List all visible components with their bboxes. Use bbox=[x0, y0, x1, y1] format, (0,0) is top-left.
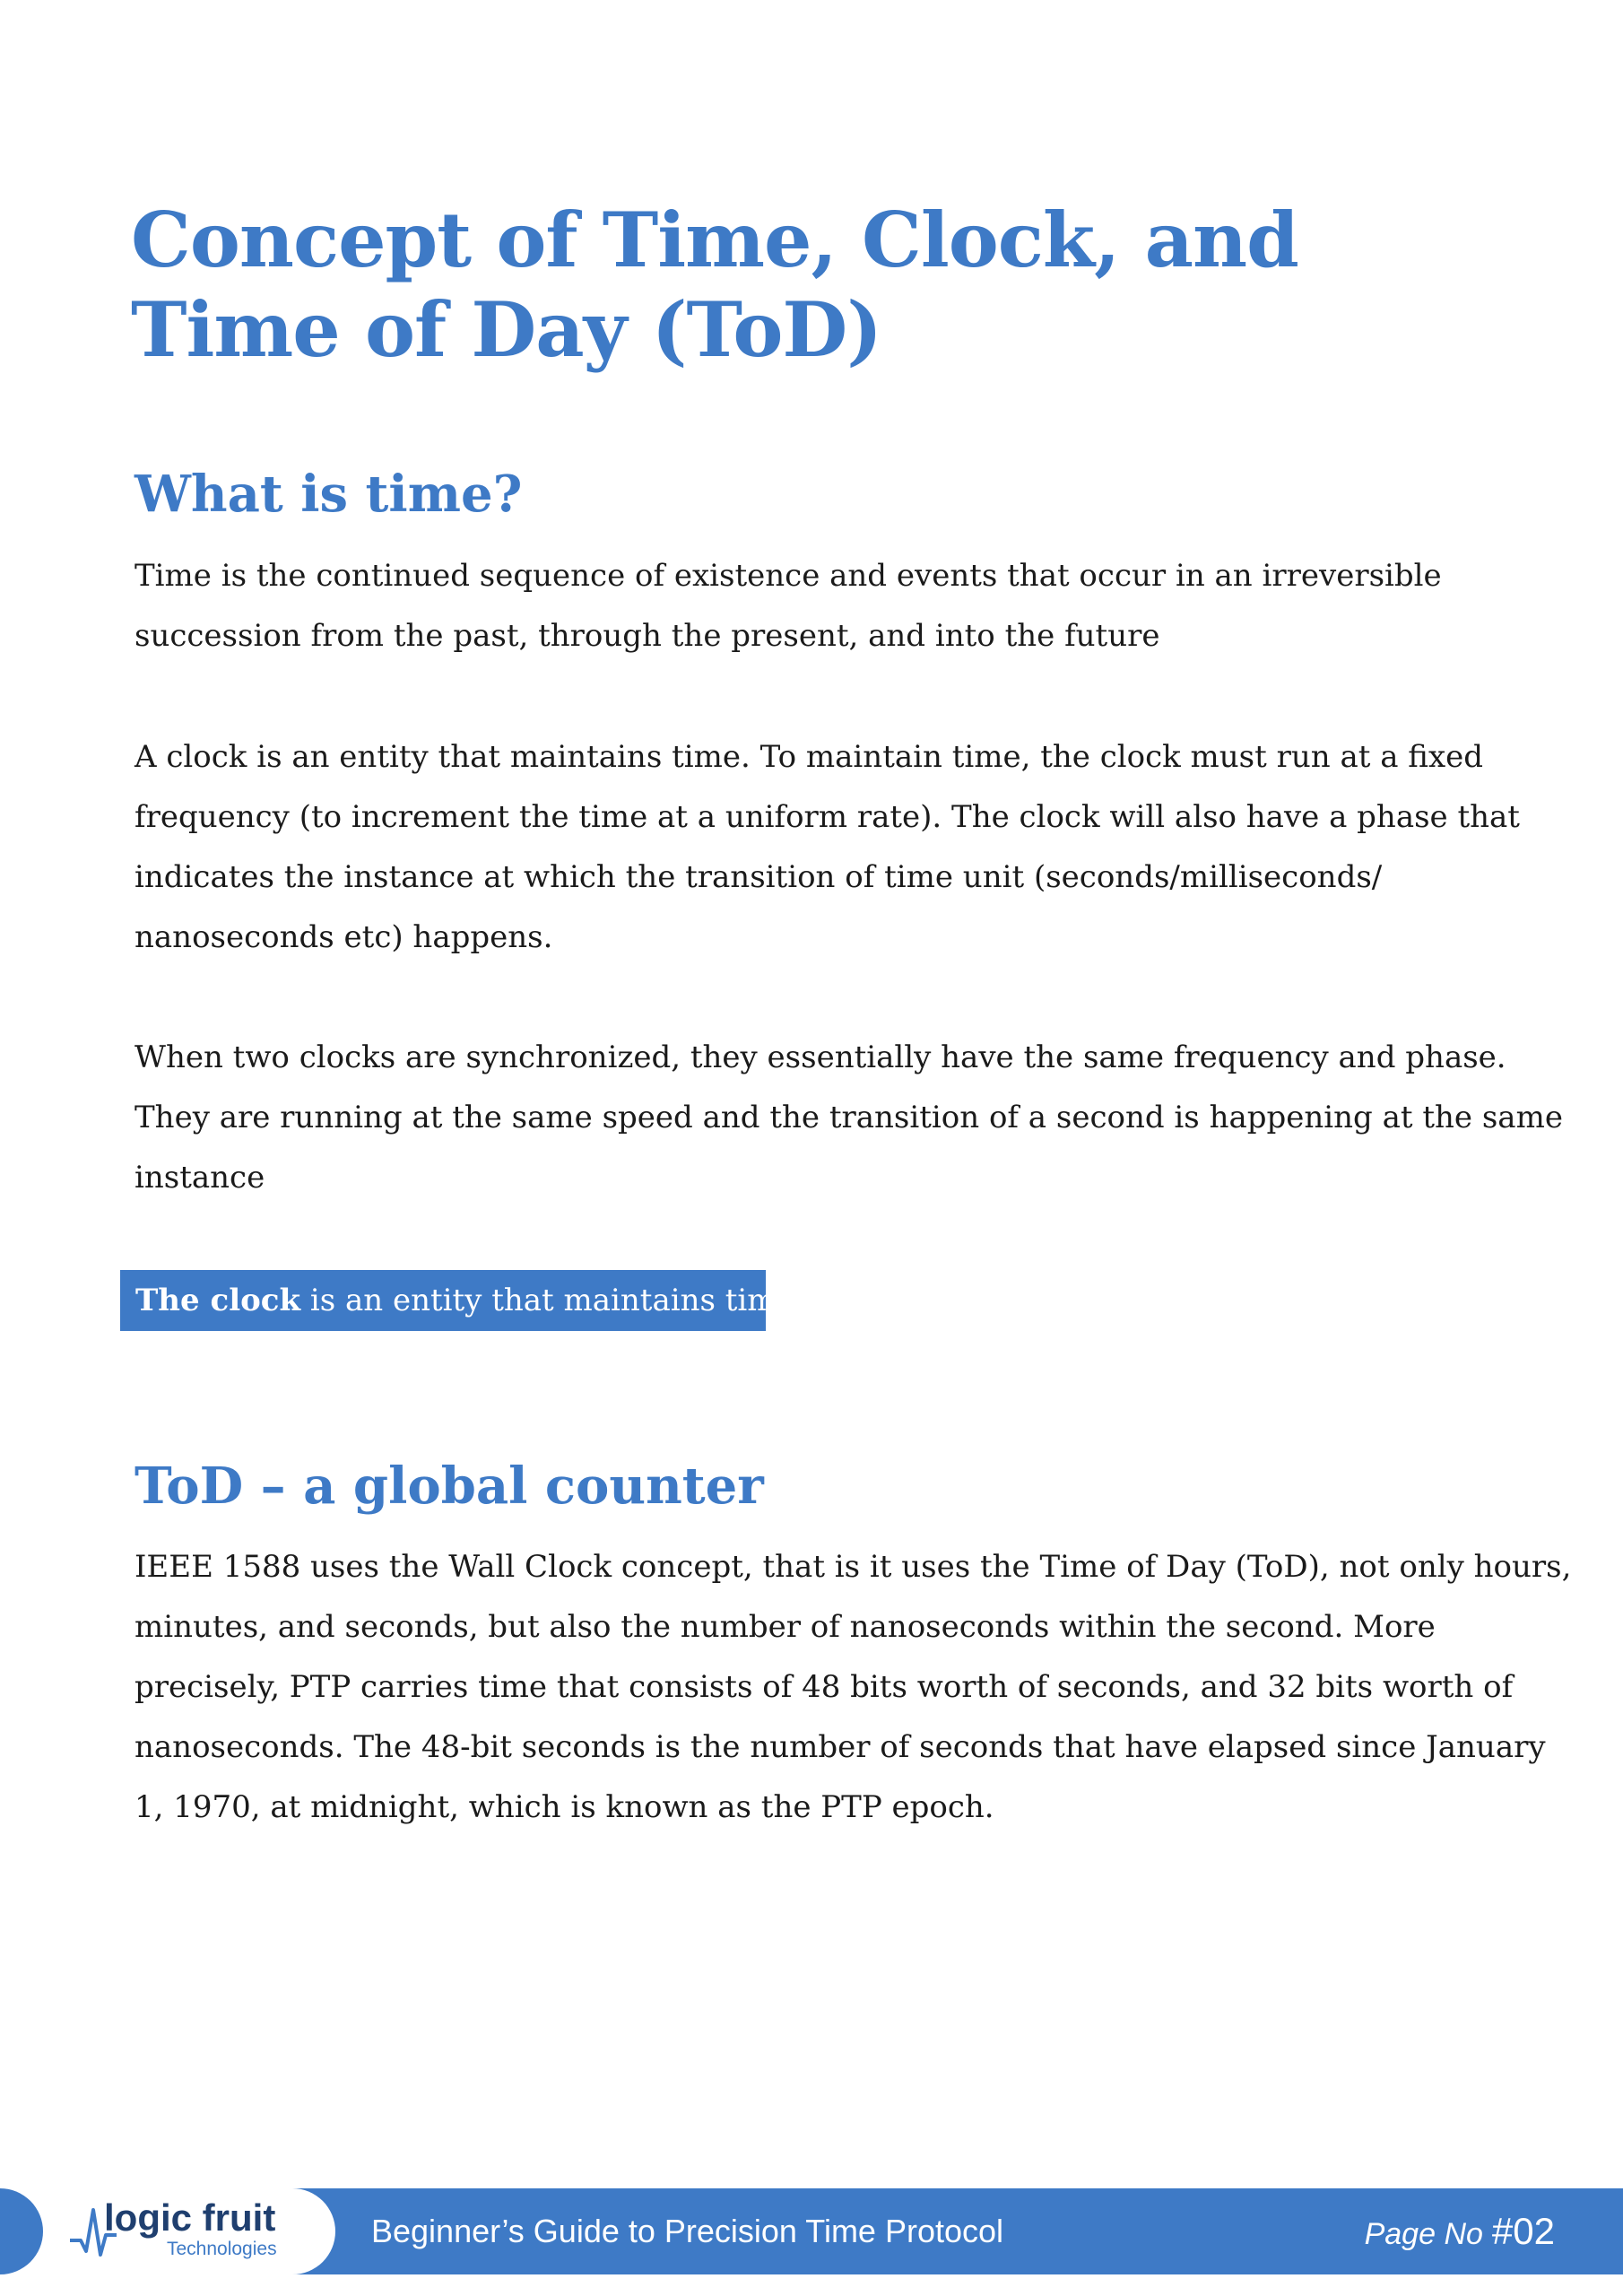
paragraph-tod-description bbox=[135, 1537, 1572, 1838]
footer-left-cap bbox=[0, 2188, 43, 2274]
callout-text: is an entity that maintains time bbox=[300, 1283, 794, 1318]
paragraph-clock-definition bbox=[135, 727, 1520, 968]
text-line: precisely, PTP carries time that consists of 48 bits worth of seconds, and 32 bits worth of bbox=[135, 1669, 1514, 1705]
text-line: A clock is an entity that maintains time. To maintain time, the clock must run at a fixed bbox=[135, 739, 1484, 775]
text-line: instance bbox=[135, 1160, 265, 1196]
footer-guide-title: Beginner’s Guide to Precision Time Protocol bbox=[371, 2213, 1004, 2249]
text-line: Time is the continued sequence of existence and events that occur in an irreversible bbox=[135, 558, 1442, 594]
logo-name: logic fruit bbox=[104, 2196, 276, 2239]
page-title-line-2: Time of Day (ToD) bbox=[131, 285, 881, 374]
section-heading-tod: ToD – a global counter bbox=[135, 1457, 764, 1516]
callout-bold-text: The clock bbox=[135, 1283, 301, 1318]
text-line: nanoseconds etc) happens. bbox=[135, 919, 553, 955]
page-footer bbox=[0, 2188, 1623, 2274]
text-line: IEEE 1588 uses the Wall Clock concept, that is it uses the Time of Day (ToD), not only hours, bbox=[135, 1549, 1572, 1585]
page-number-value: #02 bbox=[1491, 2210, 1555, 2252]
text-line: succession from the past, through the present, and into the future bbox=[135, 618, 1160, 654]
logo-subtitle: Technologies bbox=[167, 2239, 277, 2259]
paragraph-clock-synchronization bbox=[135, 1028, 1563, 1208]
text-line: frequency (to increment the time at a uniform rate). The clock will also have a phase that bbox=[135, 799, 1520, 835]
text-line: nanoseconds. The 48-bit seconds is the number of seconds that have elapsed since January bbox=[135, 1729, 1546, 1765]
paragraph-time-definition bbox=[135, 546, 1506, 666]
section-heading-what-is-time: What is time? bbox=[135, 465, 523, 524]
callout-highlight bbox=[120, 1270, 794, 1331]
page-number bbox=[1365, 2188, 1555, 2274]
page-title bbox=[131, 196, 1298, 375]
page-number-label: Page No bbox=[1364, 2217, 1483, 2251]
text-line: They are running at the same speed and the transition of a second is happening at the same bbox=[135, 1100, 1563, 1135]
text-line: indicates the instance at which the transition of time unit (seconds/milliseconds/ bbox=[135, 859, 1383, 895]
company-logo bbox=[56, 2188, 335, 2274]
text-line: 1, 1970, at midnight, which is known as the PTP epoch. bbox=[135, 1789, 994, 1825]
text-line: When two clocks are synchronized, they essentially have the same frequency and phase. bbox=[135, 1039, 1506, 1075]
page-title-line-1: Concept of Time, Clock, and bbox=[131, 196, 1298, 284]
text-line: minutes, and seconds, but also the number of nanoseconds within the second. More bbox=[135, 1609, 1436, 1645]
